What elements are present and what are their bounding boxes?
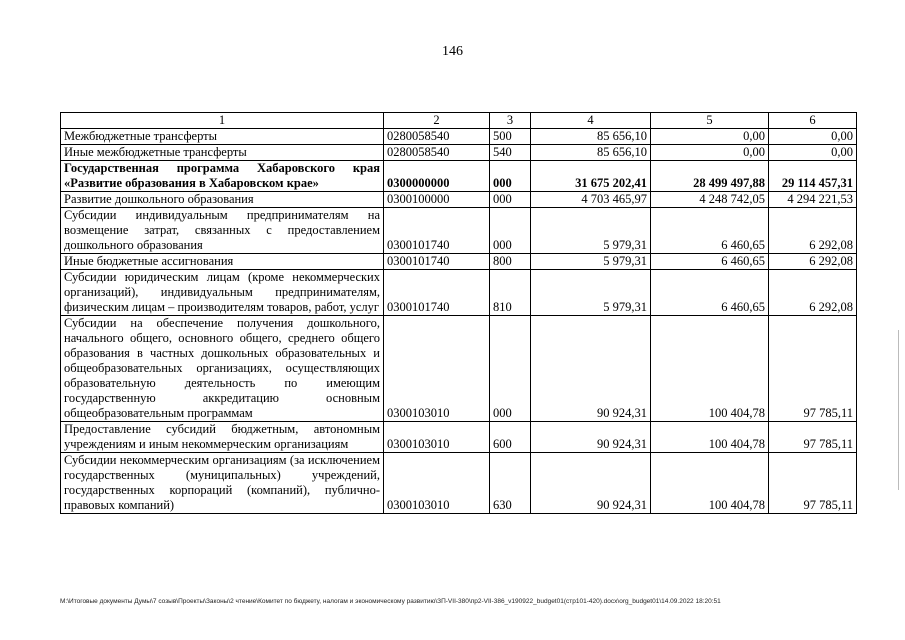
row-type-cell: 000 bbox=[490, 316, 531, 422]
row-value-2024-cell: 97 785,11 bbox=[769, 453, 857, 514]
row-value-2023-cell: 100 404,78 bbox=[651, 422, 769, 453]
table-row bbox=[61, 316, 857, 422]
row-value-2022-cell: 31 675 202,41 bbox=[531, 161, 651, 192]
row-value-2023-cell: 6 460,65 bbox=[651, 254, 769, 270]
table-row bbox=[61, 192, 857, 208]
row-value-2022-cell: 90 924,31 bbox=[531, 316, 651, 422]
table-row bbox=[61, 145, 857, 161]
row-value-2024-cell: 97 785,11 bbox=[769, 316, 857, 422]
row-code-cell: 0300100000 bbox=[384, 192, 490, 208]
header-col-4: 4 bbox=[531, 113, 651, 129]
row-name-cell: Субсидии некоммерческим организациям (за исключением государственных (муниципальных) учреждений, государственных корпораций (компаний), публично-правовых компаний) bbox=[61, 453, 384, 514]
row-type-cell: 540 bbox=[490, 145, 531, 161]
row-value-2024-cell: 6 292,08 bbox=[769, 208, 857, 254]
row-name-cell: Субсидии индивидуальным предпринимателям на возмещение затрат, связанных с предоставлением дошкольного образования bbox=[61, 208, 384, 254]
row-name-cell: Межбюджетные трансферты bbox=[61, 129, 384, 145]
row-code-cell: 0300103010 bbox=[384, 422, 490, 453]
row-value-2023-cell: 28 499 497,88 bbox=[651, 161, 769, 192]
row-value-2022-cell: 5 979,31 bbox=[531, 208, 651, 254]
row-type-cell: 630 bbox=[490, 453, 531, 514]
row-value-2024-cell: 97 785,11 bbox=[769, 422, 857, 453]
table-row bbox=[61, 422, 857, 453]
row-value-2023-cell: 100 404,78 bbox=[651, 316, 769, 422]
row-value-2023-cell: 6 460,65 bbox=[651, 208, 769, 254]
table-row bbox=[61, 453, 857, 514]
row-code-cell: 0300101740 bbox=[384, 208, 490, 254]
row-value-2024-cell: 4 294 221,53 bbox=[769, 192, 857, 208]
row-code-cell: 0300101740 bbox=[384, 254, 490, 270]
row-value-2023-cell: 4 248 742,05 bbox=[651, 192, 769, 208]
budget-table bbox=[60, 112, 857, 514]
row-name-cell: Иные бюджетные ассигнования bbox=[61, 254, 384, 270]
row-value-2024-cell: 0,00 bbox=[769, 129, 857, 145]
row-name-cell: Развитие дошкольного образования bbox=[61, 192, 384, 208]
row-code-cell: 0300000000 bbox=[384, 161, 490, 192]
row-code-cell: 0280058540 bbox=[384, 129, 490, 145]
row-value-2024-cell: 29 114 457,31 bbox=[769, 161, 857, 192]
row-name-cell: Государственная программа Хабаровского края «Развитие образования в Хабаровском крае» bbox=[61, 161, 384, 192]
table-row bbox=[61, 270, 857, 316]
file-path-footer: M:\Итоговые документы Думы\7 созыв\Проекты\Законы\2 чтение\Комитет по бюджету, налогам и экономическому развитию\ЗП-VII-380\пр2-VII-386_v190922_budget01(стр101-420).docx\org_budget01\14.09.2022 18:20:51 bbox=[60, 598, 721, 605]
row-type-cell: 500 bbox=[490, 129, 531, 145]
row-value-2023-cell: 0,00 bbox=[651, 145, 769, 161]
row-type-cell: 800 bbox=[490, 254, 531, 270]
row-value-2022-cell: 85 656,10 bbox=[531, 129, 651, 145]
header-col-5: 5 bbox=[651, 113, 769, 129]
row-name-cell: Предоставление субсидий бюджетным, автономным учреждениям и иным некоммерческим организациям bbox=[61, 422, 384, 453]
header-col-2: 2 bbox=[384, 113, 490, 129]
header-col-6: 6 bbox=[769, 113, 857, 129]
row-code-cell: 0300103010 bbox=[384, 453, 490, 514]
row-type-cell: 000 bbox=[490, 208, 531, 254]
row-value-2022-cell: 4 703 465,97 bbox=[531, 192, 651, 208]
row-value-2023-cell: 6 460,65 bbox=[651, 270, 769, 316]
row-value-2023-cell: 100 404,78 bbox=[651, 453, 769, 514]
page-number: 146 bbox=[442, 44, 463, 59]
scan-edge-line bbox=[898, 330, 899, 490]
row-type-cell: 000 bbox=[490, 192, 531, 208]
header-col-1: 1 bbox=[61, 113, 384, 129]
row-value-2024-cell: 6 292,08 bbox=[769, 254, 857, 270]
row-code-cell: 0280058540 bbox=[384, 145, 490, 161]
row-name-cell: Субсидии на обеспечение получения дошкольного, начального общего, основного общего, среднего общего образования в частных дошкольных образовательных и общеобразовательных организациях, осуществляющих образовательную деятельность по имеющим государственную аккредитацию основным общеобразовательным программам bbox=[61, 316, 384, 422]
row-value-2024-cell: 6 292,08 bbox=[769, 270, 857, 316]
table-row bbox=[61, 129, 857, 145]
header-col-3: 3 bbox=[490, 113, 531, 129]
row-value-2022-cell: 90 924,31 bbox=[531, 422, 651, 453]
row-value-2024-cell: 0,00 bbox=[769, 145, 857, 161]
row-type-cell: 600 bbox=[490, 422, 531, 453]
table-header-row bbox=[61, 113, 857, 129]
row-value-2022-cell: 90 924,31 bbox=[531, 453, 651, 514]
row-value-2022-cell: 5 979,31 bbox=[531, 254, 651, 270]
table-body bbox=[61, 129, 857, 514]
row-value-2022-cell: 5 979,31 bbox=[531, 270, 651, 316]
row-code-cell: 0300103010 bbox=[384, 316, 490, 422]
row-type-cell: 810 bbox=[490, 270, 531, 316]
row-code-cell: 0300101740 bbox=[384, 270, 490, 316]
row-value-2023-cell: 0,00 bbox=[651, 129, 769, 145]
table-row bbox=[61, 254, 857, 270]
row-name-cell: Иные межбюджетные трансферты bbox=[61, 145, 384, 161]
row-name-cell: Субсидии юридическим лицам (кроме некоммерческих организаций), индивидуальным предпринимателям, физическим лицам – производителям товаров, работ, услуг bbox=[61, 270, 384, 316]
row-type-cell: 000 bbox=[490, 161, 531, 192]
table-row bbox=[61, 208, 857, 254]
row-value-2022-cell: 85 656,10 bbox=[531, 145, 651, 161]
table-row bbox=[61, 161, 857, 192]
